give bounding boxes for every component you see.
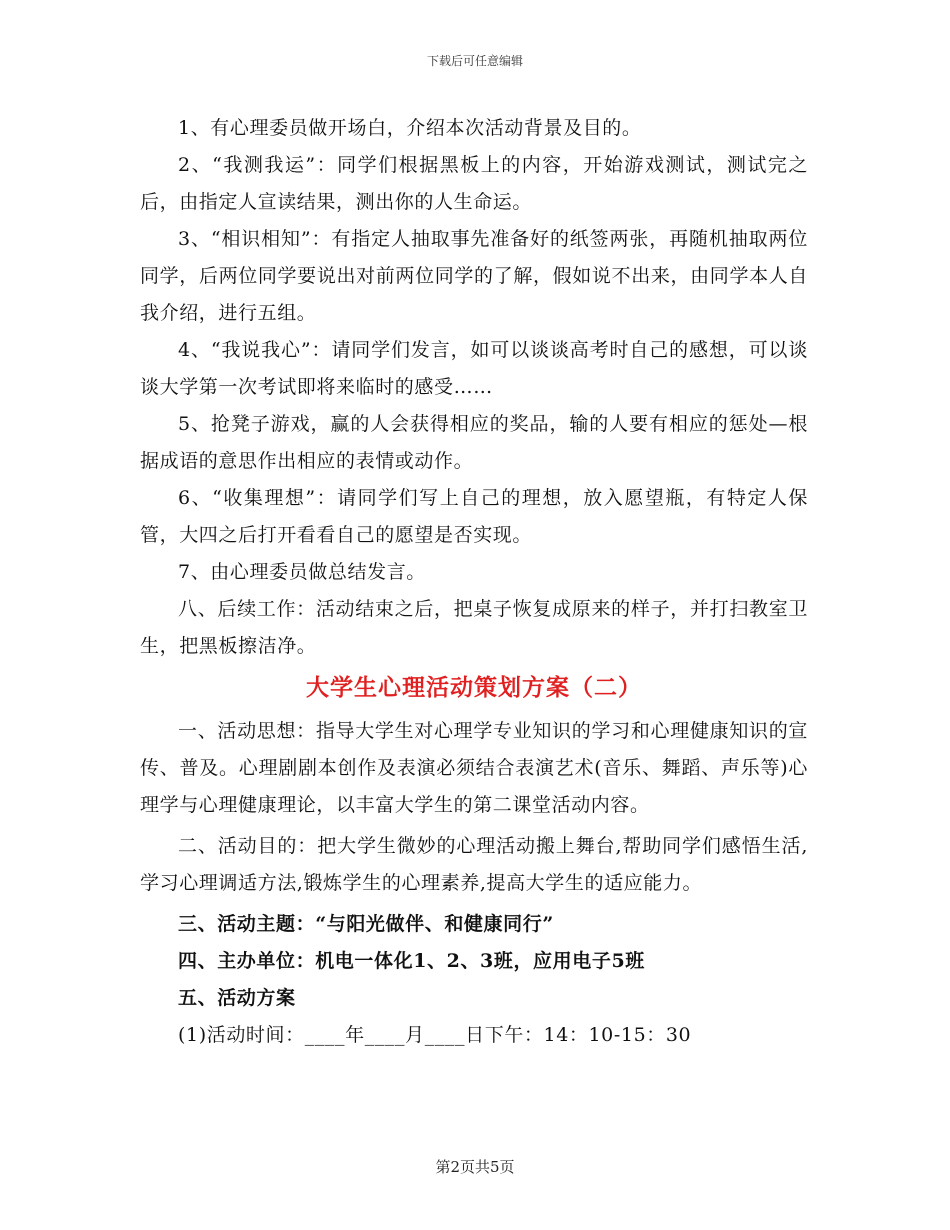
theme-paragraph: 三、活动主题：“与阳光做伴、和健康同行” <box>178 913 554 935</box>
thought-paragraph: 一、活动思想：指导大学生对心理学专业知识的学习和心理健康知识的宣传、普及。心理剧剧本创作及表演必须结合表演艺术(音乐、舞蹈、声乐等)心理学与心理健康理论，以丰富大学生的第二课堂活动内容。 <box>140 720 808 816</box>
list-item <box>140 332 808 406</box>
page-header: 下载后可任意编辑 <box>426 54 523 68</box>
item-number: 4 <box>178 339 191 361</box>
item-text: 、有心理委员做开场白，介绍本次活动背景及目的。 <box>190 117 642 139</box>
item-text: 、“收集理想”：请同学们写上自己的理想，放入愿望瓶，有特定人保管，大四之后打开看看自己的愿望是否实现。 <box>140 487 808 546</box>
item-text: 、“我说我心”：请同学们发言，如可以谈谈高考时自己的感想，可以谈谈大学第一次考试即将来临时的感受…… <box>140 339 808 398</box>
followup-paragraph: 八、后续工作：活动结束之后，把桌子恢复成原来的样子，并打扫教室卫生，把黑板擦洁净。 <box>140 598 808 657</box>
plan-heading: 五、活动方案 <box>178 987 296 1009</box>
item-number: 6 <box>178 487 191 509</box>
item-text: 、“相识相知”：有指定人抽取事先准备好的纸签两张，再随机抽取两位同学，后两位同学要说出对前两位同学的了解，假如说不出来，由同学本人自我介绍，进行五组。 <box>140 228 808 324</box>
section-title: 大学生心理活动策划方案（二） <box>306 674 642 701</box>
page-footer: 第2页共5页 <box>435 1158 515 1176</box>
list-item <box>140 110 808 147</box>
list-item <box>140 221 808 332</box>
list-item <box>140 554 808 591</box>
organizer-paragraph: 四、主办单位：机电一体化1、2、3班，应用电子5班 <box>178 950 645 972</box>
item-number: 5 <box>178 413 191 435</box>
list-item <box>140 480 808 554</box>
list-item <box>140 406 808 480</box>
document-body <box>140 110 808 1054</box>
item-text: 、由心理委员做总结发言。 <box>190 561 426 583</box>
list-item <box>140 147 808 221</box>
time-paragraph: (1)活动时间：____年____月____日下午：14：10-15：30 <box>178 1024 692 1046</box>
item-number: 7 <box>178 561 191 583</box>
item-text: 、“我测我运”：同学们根据黑板上的内容，开始游戏测试，测试完之后，由指定人宣读结果，测出你的人生命运。 <box>140 154 808 213</box>
item-number: 3 <box>178 228 191 250</box>
purpose-paragraph: 二、活动目的：把大学生微妙的心理活动搬上舞台,帮助同学们感悟生活,学习心理调适方法,锻炼学生的心理素养,提高大学生的适应能力。 <box>140 835 808 894</box>
item-number: 2 <box>178 154 191 176</box>
item-number: 1 <box>178 117 191 139</box>
item-text: 、抢凳子游戏，赢的人会获得相应的奖品，输的人要有相应的惩处—根据成语的意思作出相应的表情或动作。 <box>140 413 808 472</box>
